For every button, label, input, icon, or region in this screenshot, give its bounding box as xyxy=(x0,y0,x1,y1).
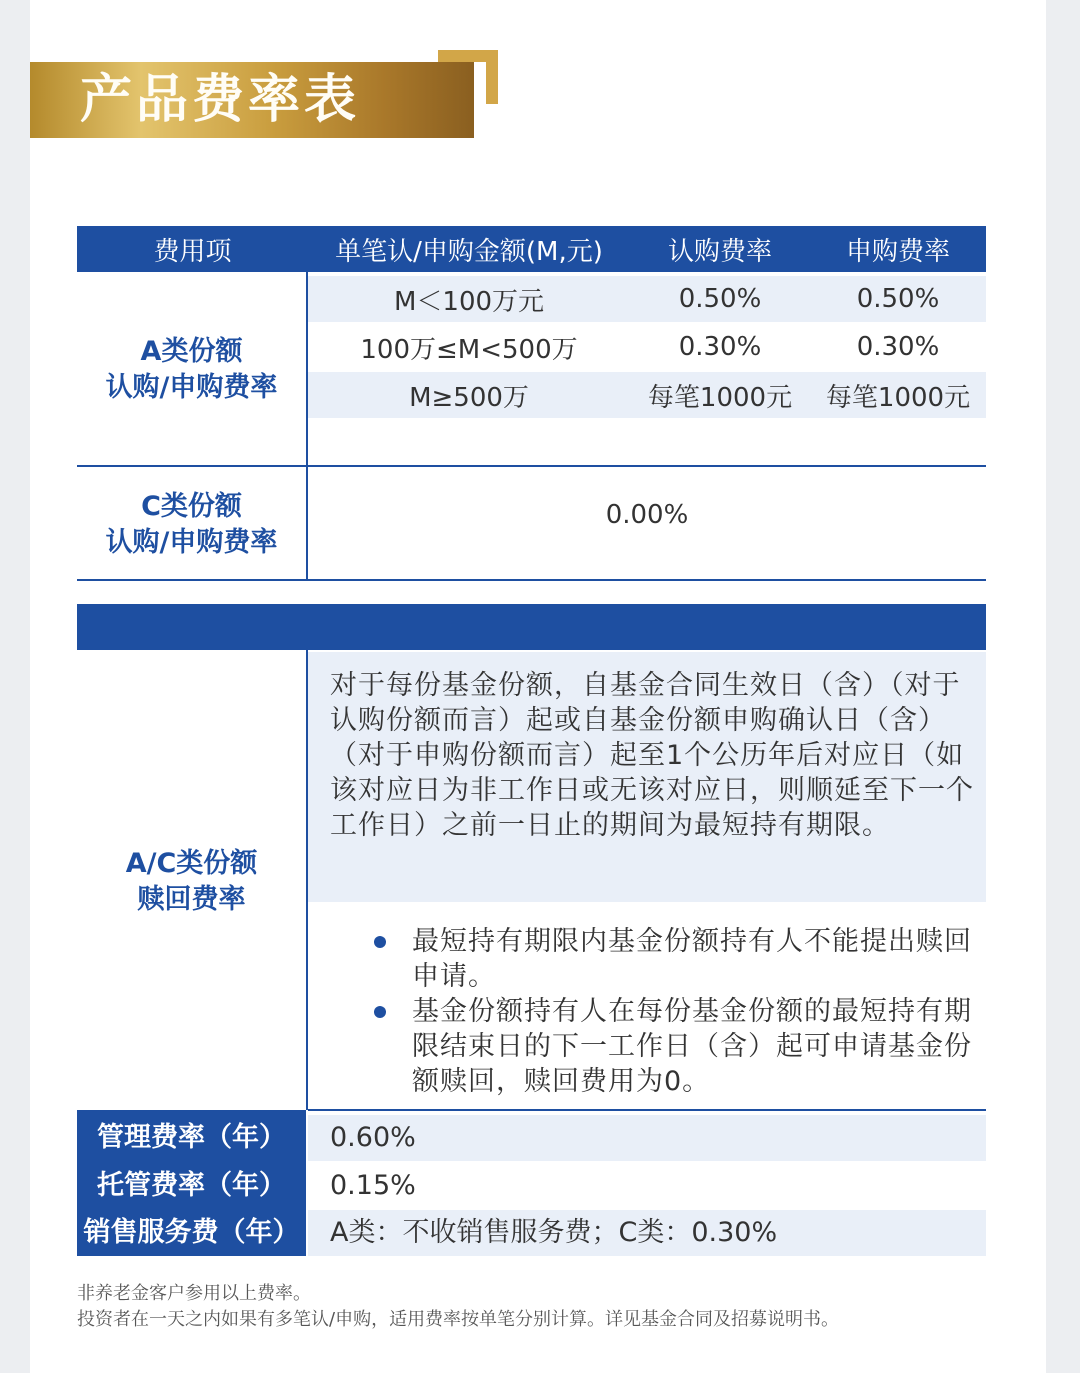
class-a-label-line2: 认购/申购费率 xyxy=(105,372,278,403)
custody-fee-value: 0.15% xyxy=(330,1170,416,1201)
amount-cell: M＜100万元 xyxy=(393,286,545,317)
class-c-label-line1: C类份额 xyxy=(141,491,242,522)
footnote: 投资者在一天之内如果有多笔认/申购，适用费率按单笔分别计算。详见基金合同及招募说明书。 xyxy=(77,1309,840,1330)
redemption-label-line1: A/C类份额 xyxy=(125,848,258,879)
sales-service-fee-value: A类：不收销售服务费；C类：0.30% xyxy=(308,1210,986,1256)
bullet-icon xyxy=(374,936,386,948)
table-row xyxy=(308,372,986,418)
page-title: 产品费率表 xyxy=(80,70,361,130)
amount-cell: 100万≤M<500万 xyxy=(360,334,578,365)
management-fee-label: 管理费率（年） xyxy=(97,1122,286,1153)
bullet-text: 基金份额持有人在每份基金份额的最短持有期限结束日的下一工作日（含）起可申请基金份额赎回，赎回费用为0。 xyxy=(412,996,972,1097)
class-a-label-line1: A类份额 xyxy=(140,336,243,367)
header-purchase-rate: 申购费率 xyxy=(845,236,950,267)
class-c-label xyxy=(77,489,306,561)
column-divider xyxy=(306,650,308,1110)
header-fee-item: 费用项 xyxy=(153,236,232,267)
table-header xyxy=(77,226,986,272)
table-row xyxy=(308,324,986,370)
purchase-rate-cell: 0.50% xyxy=(856,284,940,314)
redemption-bullets xyxy=(370,924,980,1099)
class-a-label xyxy=(77,334,306,406)
bullet-icon xyxy=(374,1006,386,1018)
redemption-description: 对于每份基金份额，自基金合同生效日（含）（对于认购份额而言）起或自基金份额申购确认日（含）（对于申购份额而言）起至1个公历年后对应日（如该对应日为非工作日或无该对应日，则顺延至下一个工作日）之前一日止的期间为最短持有期限。 xyxy=(330,670,974,841)
header-amount: 单笔认/申购金额(M,元) xyxy=(335,236,603,267)
header-subscription-rate: 认购费率 xyxy=(667,236,772,267)
table-row xyxy=(308,276,986,322)
column-divider xyxy=(306,272,308,580)
footnote: 非养老金客户参用以上费率。 xyxy=(77,1283,311,1304)
section-header-bar xyxy=(77,604,986,650)
custody-fee-label: 托管费率（年） xyxy=(97,1170,286,1201)
subscription-rate-cell: 0.50% xyxy=(678,284,762,314)
divider xyxy=(308,1109,986,1111)
subscription-rate-cell: 每笔1000元 xyxy=(647,382,793,413)
list-item xyxy=(370,994,980,1099)
class-c-rate-value: 0.00% xyxy=(605,500,689,530)
management-fee-value: 0.60% xyxy=(308,1115,986,1161)
purchase-rate-cell: 每笔1000元 xyxy=(825,382,971,413)
purchase-rate-cell: 0.30% xyxy=(856,332,940,362)
bullet-text: 最短持有期限内基金份额持有人不能提出赎回申请。 xyxy=(412,926,972,992)
redemption-label xyxy=(77,846,306,918)
title-banner xyxy=(30,62,474,138)
subscription-rate-cell: 0.30% xyxy=(678,332,762,362)
divider xyxy=(77,579,986,581)
redemption-label-line2: 赎回费率 xyxy=(137,884,246,915)
sales-service-fee-label: 销售服务费（年） xyxy=(83,1217,300,1248)
rate-sheet-page xyxy=(30,0,1046,1373)
amount-cell: M≥500万 xyxy=(409,382,529,413)
class-c-label-line2: 认购/申购费率 xyxy=(105,527,278,558)
divider xyxy=(77,465,986,467)
list-item xyxy=(370,924,980,994)
